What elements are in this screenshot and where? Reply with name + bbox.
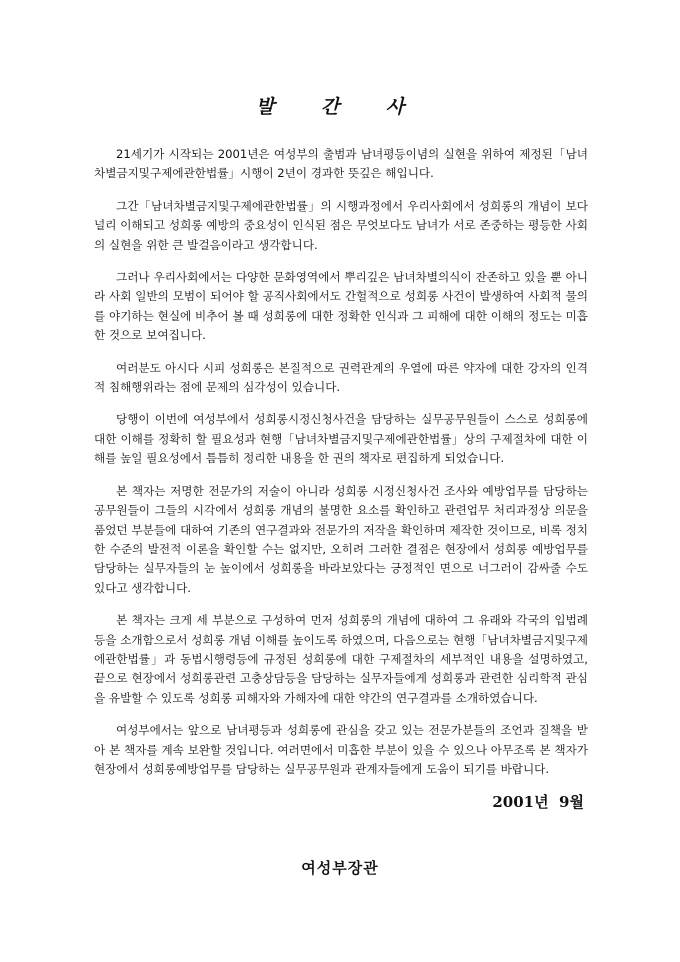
paragraph: 21세기가 시작되는 2001년은 여성부의 출범과 남녀평등이념의 실현을 위하여 제정된「남녀차별금지및구제에관한법률」시행이 2년이 경과한 뜻깊은 해입니다. xyxy=(94,147,588,181)
paragraph: 그러나 우리사회에서는 다양한 문화영역에서 뿌리깊은 남녀차별의식이 잔존하고 있을 뿐 아니라 사회 일반의 모범이 되어야 할 공직사회에서도 간헐적으로 성희롱 사건이 발생하여 사회적 물의를 야기하는 현실에 비추어 볼 때 성희롱에 대한 정확한 인식과 그 피해에 대한 이해의 정도는 미흡한 것으로 보여집니다. xyxy=(94,270,588,343)
publication-date: 2001년 9월 xyxy=(492,793,584,811)
page-title: 발 간 사 xyxy=(255,96,425,118)
paragraph: 당행이 이번에 여성부에서 성희롱시정신청사건을 담당하는 실무공무원들이 스스로 성희롱에 대한 이해를 정확히 할 필요성과 현행「남녀차별금지및구제에관한법률」상의 구제절차에 대한 이해를 높일 필요성에서 틈틈히 정리한 내용을 한 권의 책자로 편집하게 되었습니다. xyxy=(94,412,588,466)
paragraph: 여러분도 아시다 시피 성희롱은 본질적으로 권력관계의 우열에 따른 약자에 대한 강자의 인격적 침해행위라는 점에 문제의 심각성이 있습니다. xyxy=(94,360,588,395)
paragraph: 본 책자는 저명한 전문가의 저술이 아니라 성희롱 시정신청사건 조사와 예방업무를 담당하는 공무원들이 그들의 시각에서 성희롱 개념의 불명한 요소를 확인하고 관련업무 처리과정상 의문을 품었던 부분들에 대하여 기존의 연구결과와 전문가의 저작을 확인하며 제작한 것이므로, 비록 정치한 수준의 발전적 이론을 확인할 수는 없지만, 오히려 그러한 결점은 현장에서 성희롱 예방업무를 담당하는 실무자들의 눈 높이에서 성희롱을 바라보았다는 긍정적인 면으로 너그러이 감싸줄 수도 있다고 생각합니다. xyxy=(94,483,588,595)
signer-title: 여성부장관 xyxy=(301,859,379,877)
paragraph: 본 책자는 크게 세 부분으로 구성하여 먼저 성희롱의 개념에 대하여 그 유래와 각국의 입법례 등을 소개함으로서 성희롱 개념 이해를 높이도록 하였으며, 다음으로는 현행「남녀차별금지및구제에관한법률」과 동법시행령등에 규정된 성희롱에 대한 구제절차의 세부적인 내용을 설명하였고, 끝으로 현장에서 성희롱관련 고충상담등을 담당하는 실무자들에게 성희롱과 관련한 심리학적 관심을 유발할 수 있도록 성희롱 피해자와 가해자에 대한 약간의 연구결과를 소개하였습니다. xyxy=(94,613,588,705)
paragraph: 그간「남녀차별금지및구제에관한법률」의 시행과정에서 우리사회에서 성희롱의 개념이 보다 널리 이해되고 성희롱 예방의 중요성이 인식된 점은 무엇보다도 남녀가 서로 존중하는 평등한 사회의 실현을 위한 큰 발걸음이라고 생각합니다. xyxy=(94,198,588,252)
body-text xyxy=(94,145,588,792)
paragraph: 여성부에서는 앞으로 남녀평등과 성희롱에 관심을 갖고 있는 전문가분들의 조언과 질책을 받아 본 책자를 계속 보완할 것입니다. 여러면에서 미흡한 부분이 있을 수 있으나 아무조록 본 책자가 현장에서 성희롱예방업무를 담당하는 실무공무원과 관계자들에게 도움이 되기를 바랍니다. xyxy=(94,723,588,776)
